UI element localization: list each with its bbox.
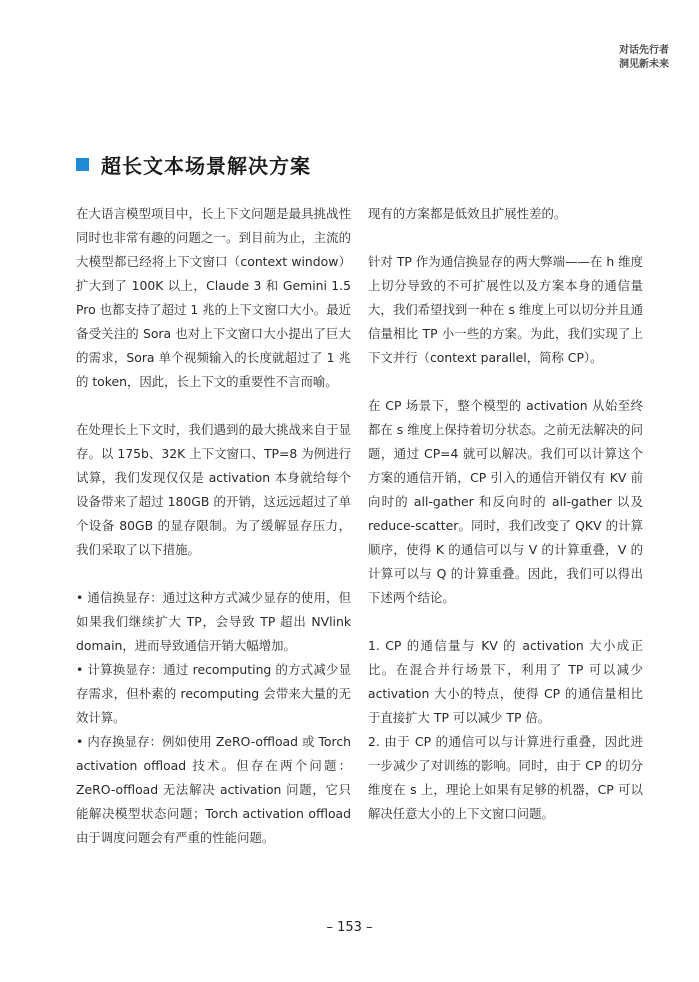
left-column — [76, 202, 351, 850]
paragraph-cp-scenario: 在 CP 场景下，整个模型的 activation 从始至终都在 s 维度上保持着切分状态。之前无法解决的问题，通过 CP=4 就可以解决。我们可以计算这个方案的通信开销，CP 引入的通信开销仅有 KV 前向时的 all-gather 和反向时的 all-gather 以及 reduce-scatter。同时，我们改变了 QKV 的计算顺序，使得 K 的通信可以与 V 的计算重叠，V 的计算可以与 Q 的计算重叠。因此，我们可以得出下述两个结论。 — [368, 398, 643, 605]
header-line-1: 对话先行者 — [619, 45, 669, 56]
conclusion-2: 2. 由于 CP 的通信可以与计算进行重叠，因此进一步减少了对训练的影响。同时，由于 CP 的切分维度在 s 上，理论上如果有足够的机器，CP 可以解决任意大小的上下文窗口问题。 — [368, 734, 643, 821]
page-number: – 153 – — [326, 920, 373, 935]
bullet-compute-for-memory: • 计算换显存：通过 recomputing 的方式减少显存需求，但朴素的 recomputing 会带来大量的无效计算。 — [76, 662, 351, 725]
right-column — [368, 202, 643, 826]
bullet-ram-for-memory: • 内存换显存：例如使用 ZeRO-offload 或 Torch activation offload 技术。但存在两个问题：ZeRO-offload 无法解决 activation 问题，它只能解决模型状态问题；Torch activation offload 由于调度问题会有严重的性能问题。 — [76, 734, 351, 845]
bullet-comm-for-memory: • 通信换显存：通过这种方式减少显存的使用，但如果我们继续扩大 TP，会导致 TP 超出 NVlink domain，进而导致通信开销大幅增加。 — [76, 590, 351, 653]
title-square-icon — [76, 158, 89, 171]
paragraph-memory-challenge: 在处理长上下文时，我们遇到的最大挑战来自于显存。以 175b、32K 上下文窗口、TP=8 为例进行试算，我们发现仅仅是 activation 本身就给每个设备带来了超过 180GB 的开销，这远远超过了单个设备 80GB 的显存限制。为了缓解显存压力，我们采取了以下措施。 — [76, 422, 351, 557]
page-title: 超长文本场景解决方案 — [101, 154, 311, 178]
paragraph-tp-drawbacks: 针对 TP 作为通信换显存的两大弊端——在 h 维度上切分导致的不可扩展性以及方案本身的通信量大，我们希望找到一种在 s 维度上可以切分并且通信量相比 TP 小一些的方案。为此，我们实现了上下文并行（context parallel，简称 CP）。 — [368, 254, 643, 365]
header-line-2: 洞见新未来 — [619, 59, 669, 70]
header-tagline — [619, 44, 669, 72]
paragraph-existing-solutions: 现有的方案都是低效且扩展性差的。 — [368, 206, 567, 221]
section-title — [76, 150, 311, 179]
paragraph-intro: 在大语言模型项目中，长上下文问题是最具挑战性同时也非常有趣的问题之一。到目前为止，主流的大模型都已经将上下文窗口（context window）扩大到了 100K 以上，Claude 3 和 Gemini 1.5 Pro 也都支持了超过 1 兆的上下文窗口大小。最近备受关注的 Sora 也对上下文窗口大小提出了巨大的需求，Sora 单个视频输入的长度就超过了 1 兆的 token，因此，长上下文的重要性不言而喻。 — [76, 206, 351, 389]
conclusion-1: 1. CP 的通信量与 KV 的 activation 大小成正比。在混合并行场景下，利用了 TP 可以减少 activation 大小的特点，使得 CP 的通信量相比于直接扩大 TP 可以减少 TP 倍。 — [368, 638, 643, 725]
